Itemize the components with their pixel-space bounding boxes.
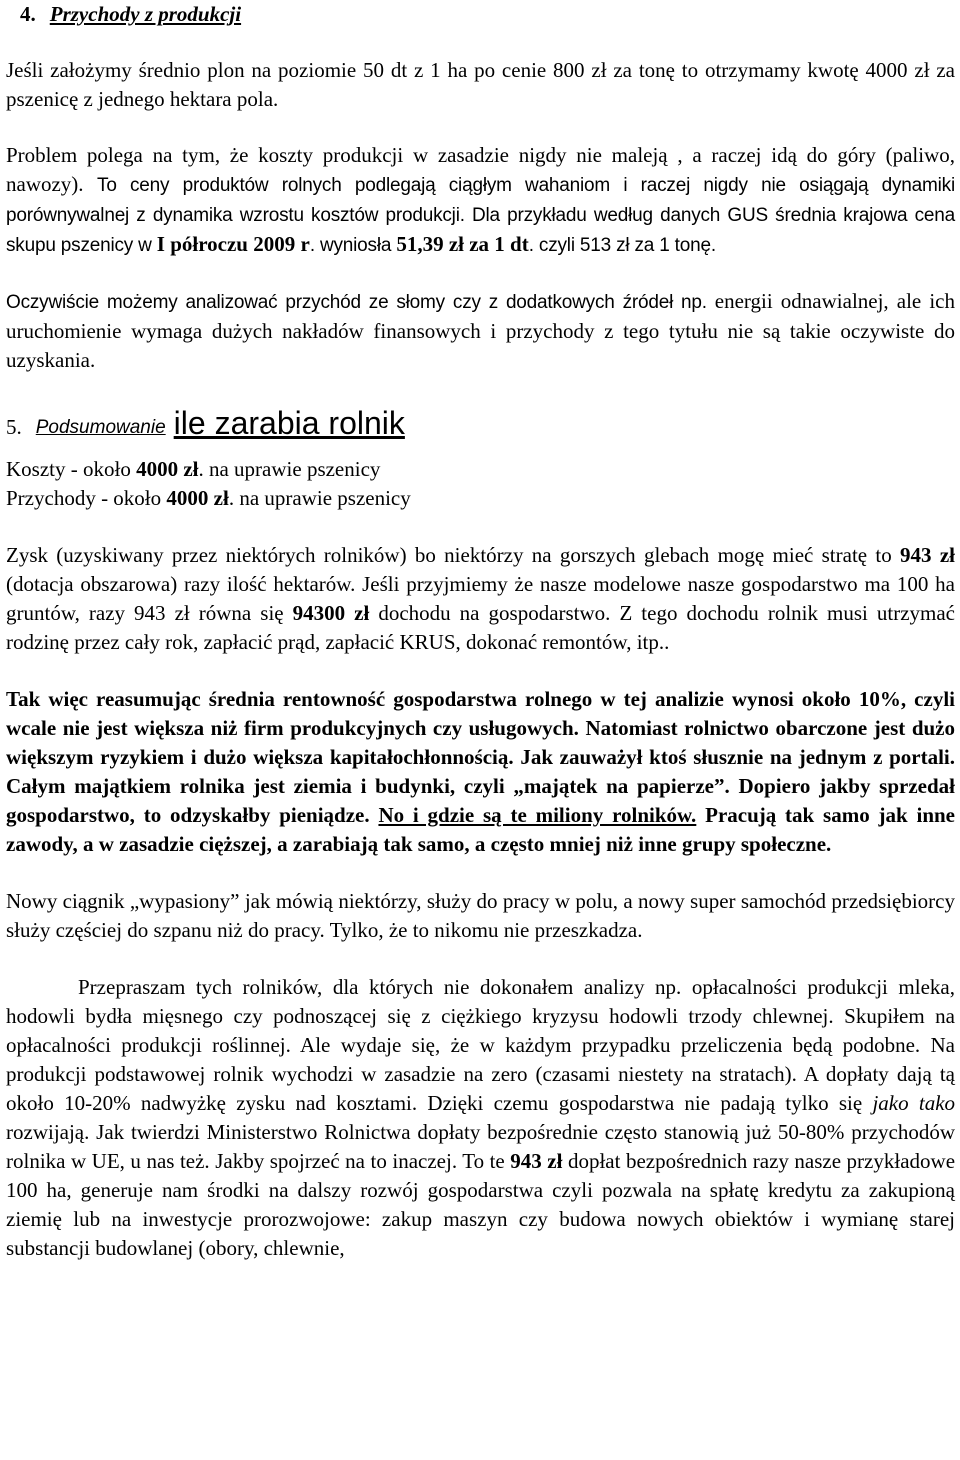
- text-run: Koszty - około: [6, 457, 137, 481]
- costs-line: [6, 455, 955, 484]
- bold-run: I półroczu 2009 r: [156, 232, 310, 256]
- text-run: (dotacja obszarowa) razy ilość hektarów. Jeśli przyjmiemy że nasze modelowe nasze gospodarstwo ma 100 ha gruntów, razy 943 zł równa się: [6, 572, 955, 625]
- bold-run: 943 zł: [510, 1149, 563, 1173]
- bold-run: 51,39 zł za 1 dt: [396, 232, 529, 256]
- paragraph-apology: [6, 973, 955, 1263]
- section-label: Podsumowanie: [35, 417, 166, 438]
- bold-run: 943 zł: [900, 543, 955, 567]
- text-run: . wyniosła: [309, 235, 397, 256]
- bold-run: 4000 zł: [166, 486, 229, 510]
- text-run: Przychody - około: [6, 486, 167, 510]
- income-line: [6, 484, 955, 513]
- italic-run: jako tako: [872, 1091, 956, 1115]
- text-run: energii odnawialnej, ale ich uruchomienie wymaga dużych nakładów finansowych i przychody z tego tytułu nie są takie oczywiste do uzyskania.: [6, 289, 955, 372]
- text-run: Zysk (uzyskiwany przez niektórych rolników) bo niektórzy na gorszych glebach mogę mieć stratę to: [6, 543, 901, 567]
- section-number: 5.: [6, 415, 22, 439]
- section-title: ile zarabia rolnik: [173, 405, 405, 441]
- paragraph-yield: Jeśli założymy średnio plon na poziomie 50 dt z 1 ha po cenie 800 zł za tonę to otrzymamy kwotę 4000 zł za pszenicę z jednego hektara pola.: [6, 58, 955, 111]
- section-5-heading: [6, 389, 955, 443]
- bold-run: 94300 zł: [292, 601, 370, 625]
- text-run: Problem polega na tym, że koszty produkcji w zasadzie nigdy nie maleją , a raczej idą do góry (paliwo, nawozy).: [6, 143, 955, 196]
- section-number: 4.: [20, 2, 36, 26]
- text-run: Tak więc reasumując średnia rentowność gospodarstwa rolnego w tej analizie wynosi około 10%, czyli wcale nie jest większa niż firm produkcyjnych czy usługowych. Natomiast rolnictwo obarczone jest dużo większym ryzykiem i dużo większa kapitałochłonnością. Jak zauważył ktoś słusznie na jednym z portali. Całym majątkiem rolnika jest ziemia i budynki, czyli „majątek na papierze”. Dopiero jakby sprzedał gospodarstwo, to odzyskałby pieniądze.: [6, 687, 955, 827]
- text-run: Przepraszam tych rolników, dla których nie dokonałem analizy np. opłacalności produkcji mleka, hodowli bydła mięsnego czy podnoszącej się z ciężkiego kryzysu hodowli trzody chlewnej. Skupiłem na opłacalności produkcji roślinnej. Ale wydaje się, że w każdym przypadku przeliczenia będą podobne. Na produkcji podstawowej rolnik wychodzi w zasadzie na zero (czasami niestety na stratach). A dopłaty dają tą około 10-20% nadwyżkę zysku nad kosztami. Dzięki czemu gospodarstwa nie padają tylko się: [6, 975, 955, 1115]
- bold-run: 4000 zł: [136, 457, 199, 481]
- paragraph-profit: [6, 541, 955, 657]
- paragraph-summary-bold: [6, 685, 955, 859]
- paragraph-straw-income: [6, 287, 955, 375]
- paragraph-tractor: Nowy ciągnik „wypasiony” jak mówią niektórzy, służy do pracy w polu, a nowy super samochód przedsiębiorcy służy częściej do szpanu niż do pracy. Tylko, że to nikomu nie przeszkadza.: [6, 889, 955, 942]
- text-run: Pracują tak samo jak inne zawody, a w zasadzie cięższej, a zarabiają tak samo, a często mniej niż inne grupy społeczne.: [6, 803, 955, 856]
- text-run: Oczywiście możemy analizować przychód ze słomy czy z dodatkowych źródeł np.: [6, 292, 715, 313]
- text-run: dochodu na gospodarstwo. Z tego dochodu rolnik musi utrzymać rodzinę przez cały rok, zapłacić prąd, zapłacić KRUS, dokonać remontów, itp..: [6, 601, 956, 654]
- underlined-run: No i gdzie są te miliony rolników.: [378, 803, 697, 827]
- text-run: . na uprawie pszenicy: [228, 486, 411, 510]
- text-run: rozwijają. Jak twierdzi Ministerstwo Rolnictwa dopłaty bezpośrednie często stanowią już 50-80% przychodów rolnika w UE, u nas też. Jakby spojrzeć na to inaczej. To te: [6, 1120, 955, 1173]
- section-title: Przychody z produkcji: [49, 2, 242, 26]
- paragraph-costs-problem: [6, 141, 955, 260]
- text-run: . na uprawie pszenicy: [198, 457, 381, 481]
- text-run: . czyli 513 zł za 1 tonę.: [528, 235, 716, 256]
- text-run: To ceny produktów rolnych podlegają ciągłym wahaniom i raczej nigdy nie osiągają dynamiki porównywalnej z dynamika wzrostu kosztów produkcji. Dla przykładu według danych GUS średnia krajowa cena skupu pszenicy w: [6, 175, 955, 256]
- section-4-heading: [6, 0, 955, 29]
- text-run: dopłat bezpośrednich razy nasze przykładowe 100 ha, generuje nam środki na dalszy rozwój gospodarstwa czyli pozwala na spłatę kredytu za zakupioną ziemię lub na inwestycje prorozwojowe: zakup maszyn czy budowa nowych obiektów i wymianę starej substancji budowlanej (obory, chlewnie,: [6, 1149, 956, 1260]
